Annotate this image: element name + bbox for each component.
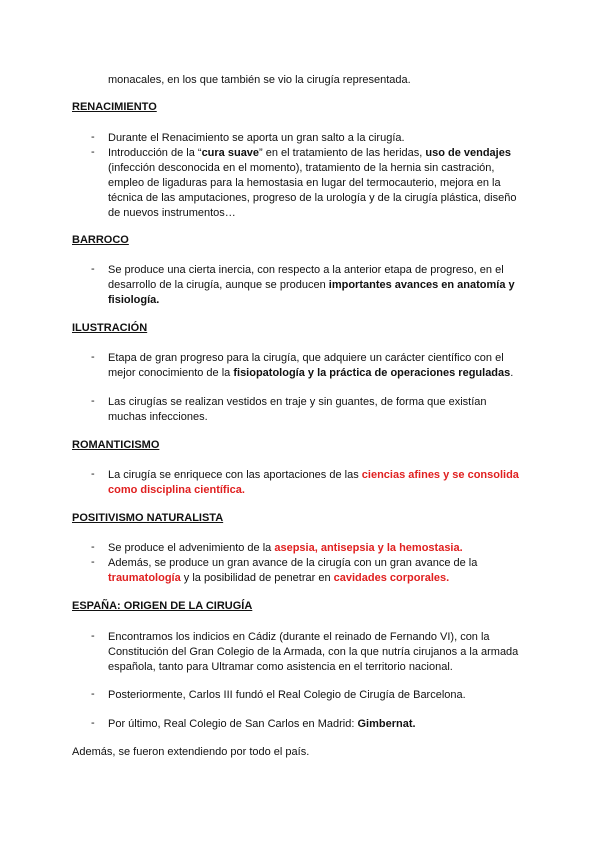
barroco-line-1: Se produce una cierta inercia, con respecto a la anterior etapa de progreso, en el xyxy=(108,264,504,276)
bullet-dash: - xyxy=(91,395,95,407)
ilustracion-item-2-line-1: Las cirugías se realizan vestidos en traje y sin guantes, de forma que existían xyxy=(108,396,487,408)
bullet-dash: - xyxy=(91,146,95,158)
renacimiento-item-2-line-5: de nuevos instrumentos… xyxy=(108,207,236,219)
heading-ilustracion: ILUSTRACIÓN xyxy=(72,322,148,334)
heading-romanticismo: ROMANTICISMO xyxy=(72,439,160,451)
intro-line: monacales, en los que también se vio la cirugía representada. xyxy=(108,74,411,86)
espana-item-1-line-1: Encontramos los indicios en Cádiz (durante el reinado de Fernando VI), con la xyxy=(108,631,490,643)
espana-item-3: Por último, Real Colegio de San Carlos en Madrid: Gimbernat. xyxy=(108,718,416,730)
positivismo-item-2-line-2: traumatología y la posibilidad de penetrar en cavidades corporales. xyxy=(108,572,450,584)
renacimiento-item-1: Durante el Renacimiento se aporta un gran salto a la cirugía. xyxy=(108,132,405,144)
espana-item-2: Posteriormente, Carlos III fundó el Real Colegio de Cirugía de Barcelona. xyxy=(108,689,466,701)
bullet-dash: - xyxy=(91,263,95,275)
romanticismo-line-2: como disciplina científica. xyxy=(108,484,245,496)
bullet-dash: - xyxy=(91,556,95,568)
bullet-dash: - xyxy=(91,468,95,480)
bullet-dash: - xyxy=(91,541,95,553)
renacimiento-item-2-line-3: empleo de ligaduras para la hemostasia en lugar del termocauterio, mejora en la xyxy=(108,177,501,189)
positivismo-item-2-line-1: Además, se produce un gran avance de la cirugía con un gran avance de la xyxy=(108,557,478,569)
bullet-dash: - xyxy=(91,630,95,642)
positivismo-item-1: Se produce el advenimiento de la asepsia, antisepsia y la hemostasia. xyxy=(108,542,463,554)
heading-espana: ESPAÑA: ORIGEN DE LA CIRUGÍA xyxy=(72,600,253,612)
barroco-line-2: desarrollo de la cirugía, aunque se producen importantes avances en anatomía y xyxy=(108,279,515,291)
heading-renacimiento: RENACIMIENTO xyxy=(72,101,157,113)
espana-item-1-line-2: Constitución del Gran Colegio de la Armada, con la que nutría cirujanos a la armada xyxy=(108,646,519,658)
bullet-dash: - xyxy=(91,717,95,729)
barroco-line-3: fisiología. xyxy=(108,294,160,306)
ilustracion-item-1-line-1: Etapa de gran progreso para la cirugía, que adquiere un carácter científico con el xyxy=(108,352,504,364)
closing-line: Además, se fueron extendiendo por todo el país. xyxy=(72,746,310,758)
bullet-dash: - xyxy=(91,351,95,363)
renacimiento-item-2-line-2: (infección desconocida en el momento), tratamiento de la hernia sin castración, xyxy=(108,162,495,174)
renacimiento-item-2-line-4: técnica de las amputaciones, progreso de la urología y de la cirugía plástica, diseño xyxy=(108,192,517,204)
heading-barroco: BARROCO xyxy=(72,234,129,246)
ilustracion-item-1-line-2: mejor conocimiento de la fisiopatología y la práctica de operaciones reguladas. xyxy=(108,367,514,379)
espana-item-1-line-3: española, tanto para Ultramar como asistencia en el territorio nacional. xyxy=(108,661,453,673)
renacimiento-item-2-line-1: Introducción de la “cura suave” en el tratamiento de las heridas, uso de vendajes xyxy=(108,147,511,159)
bullet-dash: - xyxy=(91,131,95,143)
ilustracion-item-2-line-2: muchas infecciones. xyxy=(108,411,208,423)
bullet-dash: - xyxy=(91,688,95,700)
heading-positivismo: POSITIVISMO NATURALISTA xyxy=(72,512,224,524)
romanticismo-line-1: La cirugía se enriquece con las aportaciones de las ciencias afines y se consolida xyxy=(108,469,519,481)
